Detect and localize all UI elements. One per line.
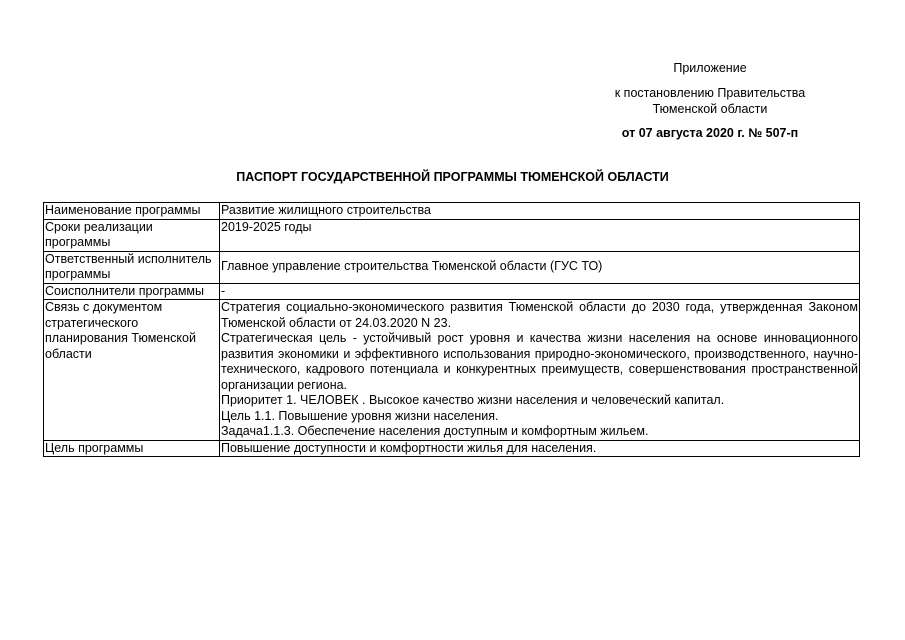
row-label: Наименование программы — [44, 203, 220, 220]
table-row — [44, 283, 860, 300]
row-label: Ответственный исполнитель программы — [44, 251, 220, 283]
row-value-paragraph: Приоритет 1. ЧЕЛОВЕК . Высокое качество жизни населения и человеческий капитал. — [221, 393, 725, 407]
table-row — [44, 203, 860, 220]
row-value — [220, 300, 860, 441]
row-label: Сроки реализации программы — [44, 219, 220, 251]
row-value — [220, 440, 860, 457]
table-row — [44, 440, 860, 457]
row-value-paragraph: Развитие жилищного строительства — [221, 203, 431, 217]
decree-date-number: от 07 августа 2020 г. № 507-п — [621, 126, 799, 140]
row-value-paragraph: Повышение доступности и комфортности жилья для населения. — [221, 440, 597, 455]
appendix-label: Приложение — [673, 61, 747, 75]
row-label: Связь с документом стратегического планирования Тюменской области — [44, 300, 220, 441]
region-name: Тюменской области — [652, 102, 768, 116]
table-row — [44, 219, 860, 251]
row-value — [220, 251, 860, 283]
row-label: Соисполнители программы — [44, 283, 220, 300]
row-value — [220, 219, 860, 251]
row-value-paragraph: - — [221, 283, 226, 298]
row-value-paragraph: Задача1.1.3. Обеспечение населения доступным и комфортным жильем. — [221, 424, 649, 438]
row-value-paragraph: Главное управление строительства Тюменской области (ГУС ТО) — [221, 259, 603, 274]
table-row — [44, 251, 860, 283]
appendix-header — [560, 60, 860, 141]
row-value-paragraph: Цель 1.1. Повышение уровня жизни населения. — [221, 408, 499, 423]
decree-reference: к постановлению Правительства — [614, 86, 806, 100]
passport-table — [43, 202, 860, 457]
table-row — [44, 300, 860, 441]
row-label: Цель программы — [44, 440, 220, 457]
row-value-paragraph: Стратегия социально-экономического развития Тюменской области до 2030 года, утвержденная Законом Тюменской области от 24.03.2020 N 23. — [221, 300, 858, 330]
row-value-paragraph: 2019-2025 годы — [221, 219, 312, 234]
row-value — [220, 203, 860, 220]
document-title: ПАСПОРТ ГОСУДАРСТВЕННОЙ ПРОГРАММЫ ТЮМЕНСКОЙ ОБЛАСТИ — [236, 170, 669, 184]
row-value — [220, 283, 860, 300]
row-value-paragraph: Стратегическая цель - устойчивый рост уровня и качества жизни населения на основе инновационного развития экономики и эффективного использования природно-экономического, производственного, научно-технического, кадрового потенциала и конкурентных преимуществ, совершенствования пространственной организации региона. — [221, 331, 858, 392]
